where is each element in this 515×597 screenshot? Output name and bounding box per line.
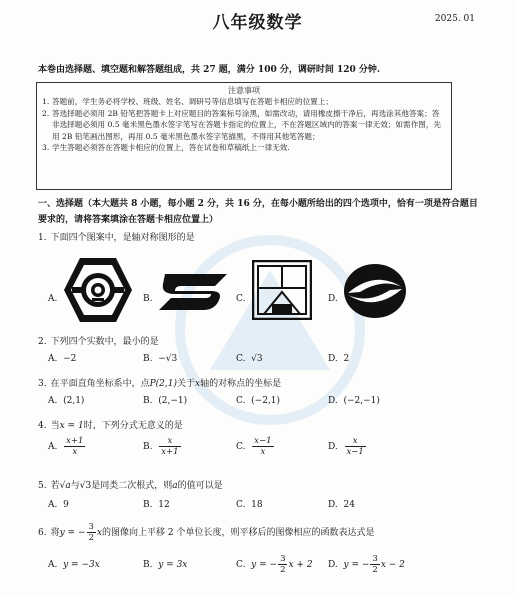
option-a[interactable]: A. 9 bbox=[48, 500, 69, 510]
question-number: 6. bbox=[38, 528, 47, 538]
question-4: 4. 当x = 1时，下列分式无意义的是 bbox=[38, 421, 183, 431]
note-item bbox=[42, 142, 446, 154]
option-c[interactable]: C. (−2,1) bbox=[236, 396, 281, 406]
option-a[interactable]: A. $\frac{x+1}{x}$ bbox=[48, 436, 84, 457]
question-2 bbox=[38, 334, 159, 347]
option-a[interactable]: A. −2 bbox=[48, 354, 77, 364]
question-text: 下面四个图案中，是轴对称图形的是 bbox=[50, 233, 195, 243]
note-number: 3. bbox=[42, 143, 50, 153]
option-label-a[interactable]: A. bbox=[48, 294, 58, 304]
question-number: 5. bbox=[38, 481, 47, 491]
question-number: 2. bbox=[38, 337, 47, 347]
option-d[interactable]: D. 24 bbox=[328, 500, 355, 510]
option-b[interactable]: B. (2,−1) bbox=[143, 396, 188, 406]
option-b[interactable]: B. $\frac{x}{x+1}$ bbox=[143, 436, 179, 457]
option-d[interactable]: D. $\frac{x}{x-1}$ bbox=[328, 436, 364, 457]
exam-date: 2025. 01 bbox=[434, 14, 475, 24]
note-text: 答选择题必须用 2B 铅笔把答题卡上对应题目的答案标号涂黑，如需改动，请用橡皮擦干净后，再选涂其他答案；答非选择题必须用 0.5 毫米黑色墨水签字笔写在答题卡指定的位置上，不在答题区域内的答案一律无效；如需作图，先用 2B 铅笔画出图形，再用 0.5 毫米黑色墨水签字笔描黑，不得用其他笔答题； bbox=[52, 108, 441, 141]
note-number: 2. bbox=[42, 108, 50, 118]
option-d[interactable]: D. y = − $\frac{3}{2}$ x − 2 bbox=[328, 554, 405, 575]
option-a[interactable]: A. (2,1) bbox=[48, 396, 85, 406]
note-text: 学生答题必须答在答题卡相应的位置上，答在试卷和草稿纸上一律无效. bbox=[52, 143, 290, 153]
point-label: P(2,1) bbox=[149, 379, 178, 389]
option-b[interactable]: B. −√3 bbox=[143, 354, 178, 364]
notes-heading: 注意事项 bbox=[228, 86, 260, 95]
option-c[interactable]: C. √3 bbox=[236, 354, 263, 364]
question-text: 下列四个实数中，最小的是 bbox=[50, 337, 159, 347]
note-number: 1. bbox=[42, 97, 50, 106]
note-item bbox=[42, 96, 446, 108]
option-c[interactable]: C. $\frac{x-1}{x}$ bbox=[236, 436, 272, 457]
notes-box bbox=[36, 82, 452, 190]
figure-d-ring-icon[interactable] bbox=[342, 262, 408, 320]
option-d[interactable]: D. 2 bbox=[328, 354, 350, 364]
question-5: 5. 若√a与√3是同类二次根式，则a的值可以是 bbox=[38, 481, 223, 491]
page-title: 八年级数学 bbox=[212, 13, 303, 33]
option-a[interactable]: A. y = −3x bbox=[48, 560, 100, 570]
option-d[interactable]: D. (−2,−1) bbox=[328, 396, 380, 406]
figure-a-emblem-icon[interactable] bbox=[62, 256, 134, 324]
option-c[interactable]: C. y = − $\frac{3}{2}$ x + 2 bbox=[236, 554, 313, 575]
question-number: 1. bbox=[38, 233, 47, 243]
question-number: 4. bbox=[38, 421, 47, 431]
option-b[interactable]: B. 12 bbox=[143, 500, 170, 510]
option-label-d[interactable]: D. bbox=[328, 294, 338, 304]
note-text: 答题前，学生务必将学校、班级、姓名、调研号等信息填写在答题卡相应的位置上； bbox=[52, 97, 333, 106]
exam-intro: 本卷由选择题、填空题和解答题组成，共 27 题，满分 100 分，调研时间 120 分钟. bbox=[38, 65, 381, 75]
question-1 bbox=[38, 230, 195, 243]
note-item bbox=[42, 108, 446, 143]
figure-b-swoosh-icon[interactable] bbox=[157, 272, 229, 312]
option-label-c[interactable]: C. bbox=[236, 294, 246, 304]
question-6: 6. 将y = − $\frac{3}{2}$ x的图像向上平移 2 个单位长度，则平移后的图像相应的函数表达式是 bbox=[38, 522, 375, 543]
figure-c-frame-icon[interactable] bbox=[252, 260, 312, 320]
option-c[interactable]: C. 18 bbox=[236, 500, 263, 510]
option-label-b[interactable]: B. bbox=[143, 294, 153, 304]
question-3: 3. 在平面直角坐标系中，点P(2,1)关于x轴的对称点的坐标是 bbox=[38, 379, 282, 389]
section-heading: 一、选择题（本大题共 8 小题，每小题 2 分，共 16 分，在每小题所给出的四个选项中，恰有一项是符合题目要求的，请将答案填涂在答题卡相应位置上） bbox=[38, 199, 478, 225]
option-b[interactable]: B. y = 3x bbox=[143, 560, 188, 570]
question-number: 3. bbox=[38, 379, 47, 389]
